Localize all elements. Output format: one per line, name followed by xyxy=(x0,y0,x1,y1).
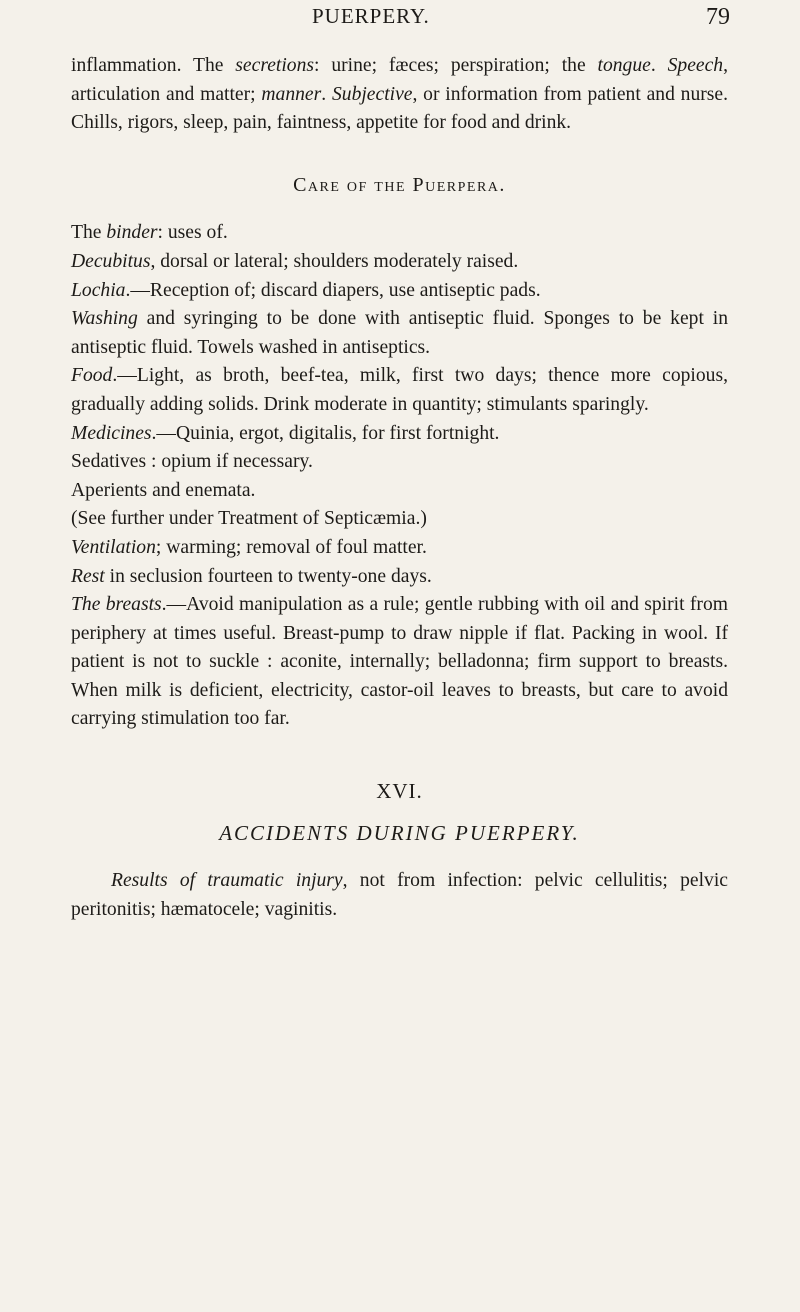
breasts-paragraph xyxy=(71,591,728,734)
medicines-paragraph xyxy=(71,420,728,449)
lochia-label: Lochia xyxy=(71,279,126,301)
intro-term-manner: manner xyxy=(261,83,322,105)
washing-paragraph xyxy=(71,305,728,362)
rest-paragraph xyxy=(71,563,728,592)
binder-text: The xyxy=(71,222,107,244)
food-text: .—Light, as broth, beef-tea, milk, first two days; thence more copious, gradually adding solids. Drink moderate in quantity; stimulants sparingly. xyxy=(71,365,728,415)
results-label: Results of traumatic injury xyxy=(111,870,343,892)
intro-text: , or information from patient and nurse. Chills, rigors, sleep, pain, faintness, appetite for food and drink. xyxy=(71,83,729,134)
rest-label: Rest xyxy=(71,565,105,587)
results-text: , not from infection: pelvic cellulitis; pelvic peritonitis; hæmatocele; vaginitis. xyxy=(71,870,728,920)
breasts-label: The breasts xyxy=(71,594,162,616)
section-heading: Care of the Puerpera. xyxy=(293,173,506,196)
aperients-line: Aperients and enemata. xyxy=(71,479,256,501)
food-label: Food xyxy=(71,365,113,387)
sedatives-line: Sedatives : opium if necessary. xyxy=(71,451,313,473)
intro-term-secretions: secretions xyxy=(235,55,315,76)
lochia-paragraph xyxy=(71,277,728,306)
intro-paragraph xyxy=(71,52,728,138)
lochia-text: .—Reception of; discard diapers, use antiseptic pads. xyxy=(125,279,541,301)
medicines-label: Medicines xyxy=(71,422,152,444)
breasts-text: .—Avoid manipulation as a rule; gentle rubbing with oil and spirit from periphery at times useful. Breast-pump to draw nipple if flat. Packing in wool. If patient is not to suckle : aconite, internally; belladonna; firm support to breasts. When milk is deficient, electricity, castor-oil leaves to breasts, but care to avoid carrying stimulation too far. xyxy=(71,594,728,730)
decubitus-paragraph xyxy=(71,248,728,277)
binder-label: binder xyxy=(106,222,158,244)
intro-term-subjective: Subjective xyxy=(331,83,413,105)
chapter-number: XVI. xyxy=(376,779,423,804)
decubitus-text: , dorsal or lateral; shoulders moderately raised. xyxy=(150,250,519,272)
medicines-text: .—Quinia, ergot, digitalis, for first fortnight. xyxy=(151,422,500,444)
body-text xyxy=(71,52,728,924)
results-paragraph xyxy=(71,867,728,924)
intro-text: : urine; fæces; perspiration; the xyxy=(314,55,598,76)
intro-term-tongue: tongue xyxy=(597,55,651,76)
intro-term-speech: Speech xyxy=(667,55,724,76)
intro-text: , articulation and matter; xyxy=(71,55,728,105)
ventilation-text: ; warming; removal of foul matter. xyxy=(155,536,427,558)
running-head xyxy=(0,4,800,34)
rest-text: in seclusion fourteen to twenty-one days. xyxy=(104,565,432,587)
washing-label: Washing xyxy=(71,308,138,330)
running-title: PUERPERY. xyxy=(312,4,430,28)
food-paragraph xyxy=(71,362,728,419)
ventilation-paragraph xyxy=(71,534,728,563)
intro-text: . xyxy=(650,55,668,76)
page-number: 79 xyxy=(706,4,730,30)
binder-paragraph xyxy=(71,219,728,248)
decubitus-label: Decubitus xyxy=(71,250,151,272)
intro-text: inflammation. The xyxy=(71,55,236,76)
see-further-line: (See further under Treatment of Septicæmia.) xyxy=(71,508,427,530)
washing-text: and syringing to be done with antiseptic fluid. Sponges to be kept in antiseptic fluid. Towels washed in antiseptics. xyxy=(71,308,728,358)
intro-text: . xyxy=(321,83,332,105)
binder-text: : uses of. xyxy=(157,222,228,244)
chapter-title: ACCIDENTS DURING PUERPERY. xyxy=(219,820,580,845)
ventilation-label: Ventilation xyxy=(71,536,156,558)
